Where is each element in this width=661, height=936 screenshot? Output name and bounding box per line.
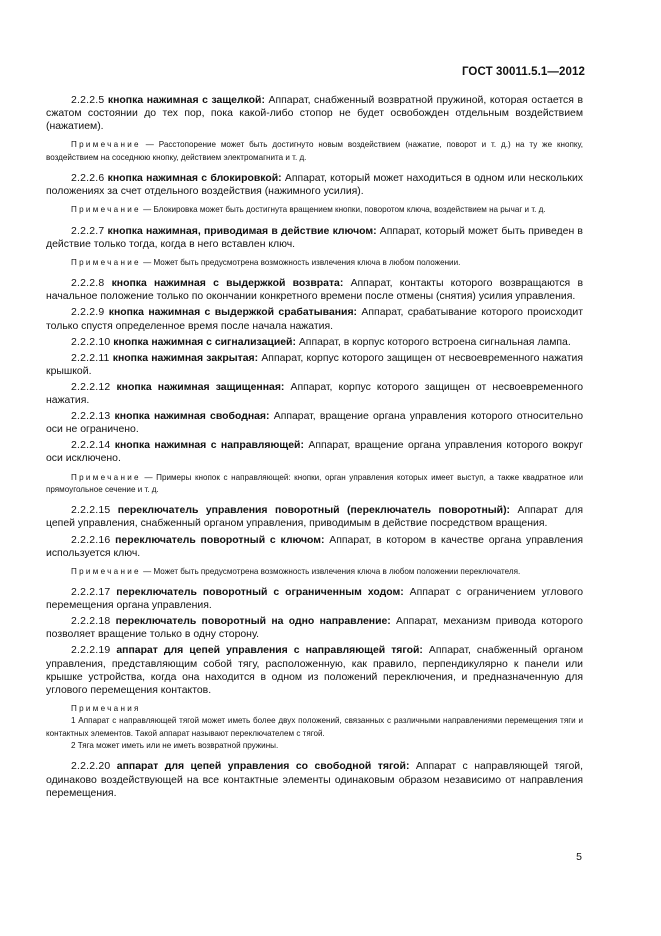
note-label: Примечание [71, 472, 141, 482]
document-body [46, 94, 583, 803]
clause-definition: Аппарат, в котором в качестве органа управления используется ключ. [46, 534, 583, 559]
clause-number: 2.2.2.6 [71, 173, 105, 185]
clause-term: переключатель поворотный на одно направление: [115, 616, 391, 628]
note [46, 139, 583, 164]
clause-2-2-2-16 [46, 534, 583, 560]
note-label: Примечание [71, 140, 141, 150]
clause-2-2-2-14 [46, 439, 583, 465]
note [46, 204, 583, 216]
clause-number: 2.2.2.9 [71, 307, 105, 319]
note-label: Примечание [71, 205, 141, 215]
clause-2-2-2-10 [46, 336, 583, 349]
clause-term: кнопка нажимная, приводимая в действие ключом: [107, 225, 377, 237]
note [46, 566, 583, 578]
note-text: — Может быть предусмотрена возможность извлечения ключа в любом положении переключателя. [140, 566, 521, 576]
clause-term: кнопка нажимная с сигнализацией: [113, 336, 296, 348]
clause-number: 2.2.2.20 [71, 761, 111, 773]
note-text: — Расстопорение может быть достигнуто новым воздействием (нажатие, поворот и т. д.) на ту же кнопку, воздействием на соседнюю кнопку, действием электромагнита и т. д. [46, 140, 583, 162]
clause-term: переключатель поворотный с ключом: [115, 534, 325, 546]
notes-label: Примечания [71, 703, 141, 713]
clause-definition: Аппарат для цепей управления, снабженный органом управления, приводимым в действие посредством вращения. [46, 505, 583, 530]
clause-2-2-2-19 [46, 644, 583, 696]
clause-number: 2.2.2.12 [71, 381, 111, 393]
notes-block [46, 703, 583, 753]
clause-2-2-2-18 [46, 615, 583, 641]
clause-2-2-2-15 [46, 504, 583, 530]
note [46, 257, 583, 269]
clause-definition: Аппарат, вращение органа управления которого вокруг оси исключено. [46, 440, 583, 465]
clause-term: кнопка нажимная защищенная: [116, 381, 285, 393]
clause-definition: Аппарат с ограничением углового перемещения органа управления. [46, 587, 584, 612]
clause-number: 2.2.2.14 [71, 440, 111, 452]
clause-number: 2.2.2.5 [71, 95, 105, 106]
clause-number: 2.2.2.7 [71, 225, 105, 237]
clause-term: кнопка нажимная с направляющей: [114, 440, 304, 452]
clause-number: 2.2.2.15 [71, 505, 111, 517]
clause-term: кнопка нажимная с выдержкой срабатывания: [108, 307, 358, 319]
clause-term: кнопка нажимная с защелкой: [107, 95, 265, 106]
clause-number: 2.2.2.18 [71, 616, 111, 628]
clause-definition: Аппарат, корпус которого защищен от несвоевременного нажатия крышкой. [46, 352, 584, 377]
note-item: 1 Аппарат с направляющей тягой может иметь более двух положений, связанных с различными направлениями перемещения тяги и контактных элементов. Такой аппарат называют переключателем с тягой. [46, 716, 583, 738]
clause-definition: Аппарат, контакты которого возвращаются в начальное положение только по окончании конкретного времени после отмены (снятия) усилия управления. [46, 278, 583, 303]
clause-number: 2.2.2.10 [71, 336, 111, 348]
standard-header: ГОСТ 30011.5.1—2012 [461, 66, 585, 78]
note-text: — Примеры кнопок с направляющей: кнопки, орган управления которых имеет выступ, а также квадратное или прямоугольное сечение и т. д. [46, 472, 583, 494]
clause-term: переключатель поворотный с ограниченным ходом: [116, 587, 404, 599]
clause-term: кнопка нажимная с выдержкой возврата: [111, 278, 344, 290]
clause-term: кнопка нажимная свободная: [114, 411, 270, 423]
clause-definition: Аппарат с направляющей тягой, одинаково воздействующей на все контактные элементы одинаковым образом независимо от направления перемещения. [46, 761, 584, 799]
clause-term: аппарат для цепей управления со свободной тягой: [116, 761, 410, 773]
clause-definition: Аппарат, вращение органа управления которого относительно оси не ограничено. [46, 411, 583, 436]
page-number: 5 [576, 851, 582, 863]
clause-number: 2.2.2.16 [71, 534, 111, 546]
clause-term: кнопка нажимная с блокировкой: [107, 173, 282, 185]
clause-number: 2.2.2.19 [71, 645, 111, 657]
clause-2-2-2-12 [46, 381, 583, 407]
clause-2-2-2-5 [46, 94, 583, 133]
clause-number: 2.2.2.8 [71, 278, 105, 290]
clause-definition: Аппарат, снабженный органом управления, представляющим собой тягу, расположенную, как правило, перпендикулярно к панели или крышке устройства, когда она находится в одном из положений переключения, и предназначенную для углового перемещения контактов. [46, 645, 583, 696]
clause-definition: Аппарат, механизм привода которого позволяет вращение только в одну сторону. [46, 616, 583, 641]
clause-2-2-2-9 [46, 306, 583, 332]
clause-definition: Аппарат, срабатывание которого происходит только спустя определенное время после начала нажатия. [46, 307, 583, 332]
clause-2-2-2-17 [46, 586, 583, 612]
clause-number: 2.2.2.13 [71, 411, 111, 423]
note-text: — Блокировка может быть достигнута вращением кнопки, поворотом ключа, воздействием на рычаг и т. д. [140, 205, 546, 215]
clause-term: аппарат для цепей управления с направляющей тягой: [116, 645, 423, 657]
note-label: Примечание [71, 257, 141, 267]
clause-definition: Аппарат, который может находиться в одном или нескольких положениях за счет отдельного воздействия (нажимного усилия). [46, 173, 583, 198]
clause-definition: Аппарат, который может быть приведен в действие только тогда, когда в него вставлен ключ. [46, 225, 583, 250]
clause-2-2-2-13 [46, 410, 583, 436]
clause-2-2-2-8 [46, 277, 583, 303]
clause-term: переключатель управления поворотный (переключатель поворотный): [117, 505, 511, 517]
note-label: Примечание [71, 566, 141, 576]
note [46, 472, 583, 497]
clause-definition: Аппарат, в корпус которого встроена сигнальная лампа. [295, 336, 571, 348]
clause-term: кнопка нажимная закрытая: [112, 352, 259, 364]
clause-2-2-2-20 [46, 760, 583, 799]
clause-number: 2.2.2.17 [71, 587, 111, 599]
clause-2-2-2-11 [46, 352, 583, 378]
clause-definition: Аппарат, корпус которого защищен от несвоевременного нажатия. [46, 381, 584, 407]
clause-2-2-2-6 [46, 172, 583, 198]
note-item: 2 Тяга может иметь или не иметь возвратной пружины. [71, 741, 279, 751]
clause-2-2-2-7 [46, 225, 583, 251]
clause-definition: Аппарат, снабженный возвратной пружиной, которая остается в сжатом состоянии до тех пор, пока какой-либо стопор не будет освобожден отдельным воздействием (нажатием). [46, 95, 583, 133]
clause-number: 2.2.2.11 [71, 352, 110, 364]
note-text: — Может быть предусмотрена возможность извлечения ключа в любом положении. [140, 257, 461, 267]
